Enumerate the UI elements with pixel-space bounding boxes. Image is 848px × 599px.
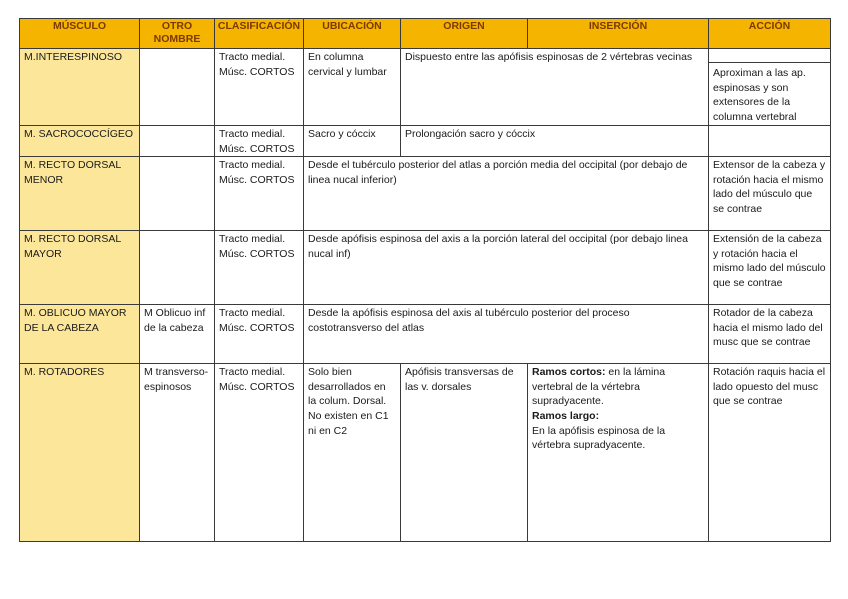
ubicacion-cell: Solo bien desarrollados en la colum. Dorsal. No existen en C1 ni en C2	[304, 364, 401, 542]
table-row	[20, 305, 831, 364]
origen-cell: Apófisis transversas de las v. dorsales	[401, 364, 528, 542]
musculo-cell: M. OBLICUO MAYOR DE LA CABEZA	[20, 305, 140, 364]
ramos-largo-label: Ramos largo:	[532, 409, 600, 422]
accion-cell: Extensor de la cabeza y rotación hacia el mismo lado del músculo que se contrae	[709, 157, 831, 231]
table-row	[20, 49, 831, 126]
descripcion-cell: Desde apófisis espinosa del axis a la porción lateral del occipital (por debajo linea nucal inf)	[304, 231, 709, 305]
accion-text: Aproximan a las ap. espinosas y son extensores de la columna vertebral	[709, 62, 830, 124]
muscle-table	[19, 18, 831, 542]
musculo-cell: M.INTERESPINOSO	[20, 49, 140, 126]
otro-nombre-cell	[140, 126, 215, 157]
musculo-cell: M. RECTO DORSAL MAYOR	[20, 231, 140, 305]
table-row	[20, 231, 831, 305]
header-insercion: INSERCIÓN	[528, 19, 709, 49]
ubicacion-cell: En columna cervical y lumbar	[304, 49, 401, 126]
insercion-cell	[528, 364, 709, 542]
origen-insercion-cell: Prolongación sacro y cóccix	[401, 126, 709, 157]
clasificacion-cell: Tracto medial. Músc. CORTOS	[215, 364, 304, 542]
accion-cell: Rotación raquis hacia el lado opuesto del musc que se contrae	[709, 364, 831, 542]
otro-nombre-cell: M Oblicuo inf de la cabeza	[140, 305, 215, 364]
ubicacion-cell: Sacro y cóccix	[304, 126, 401, 157]
clasificacion-cell: Tracto medial. Músc. CORTOS	[215, 49, 304, 126]
table-row	[20, 157, 831, 231]
clasificacion-cell: Tracto medial. Músc. CORTOS	[215, 126, 304, 157]
ramos-largo-text: En la apófisis espinosa de la vértebra supradyacente.	[532, 424, 666, 452]
header-clasificacion: CLASIFICACIÓN	[215, 19, 304, 49]
header-ubicacion: UBICACIÓN	[304, 19, 401, 49]
origen-insercion-cell: Dispuesto entre las apófisis espinosas de 2 vértebras vecinas	[401, 49, 709, 126]
header-musculo: MÚSCULO	[20, 19, 140, 49]
musculo-cell: M. RECTO DORSAL MENOR	[20, 157, 140, 231]
header-row	[20, 19, 831, 49]
accion-cell	[709, 126, 831, 157]
clasificacion-cell: Tracto medial. Músc. CORTOS	[215, 305, 304, 364]
otro-nombre-cell	[140, 157, 215, 231]
ramos-cortos-label: Ramos cortos:	[532, 366, 606, 379]
musculo-cell: M. SACROCOCCÍGEO	[20, 126, 140, 157]
accion-cell: Rotador de la cabeza hacia el mismo lado del musc que se contrae	[709, 305, 831, 364]
table-row	[20, 364, 831, 542]
musculo-cell: M. ROTADORES	[20, 364, 140, 542]
header-otro-nombre: OTRO NOMBRE	[140, 19, 215, 49]
otro-nombre-cell	[140, 231, 215, 305]
ramos-cortos-text: en la lámina vertebral de la vértebra supradyacente.	[532, 366, 666, 408]
otro-nombre-cell	[140, 49, 215, 126]
accion-cell	[709, 49, 831, 126]
clasificacion-cell: Tracto medial. Músc. CORTOS	[215, 231, 304, 305]
otro-nombre-cell: M transverso-espinosos	[140, 364, 215, 542]
header-origen: ORIGEN	[401, 19, 528, 49]
clasificacion-cell: Tracto medial. Músc. CORTOS	[215, 157, 304, 231]
table-row	[20, 126, 831, 157]
accion-cell: Extensión de la cabeza y rotación hacia el mismo lado del músculo que se contrae	[709, 231, 831, 305]
header-accion: ACCIÓN	[709, 19, 831, 49]
descripcion-cell: Desde el tubérculo posterior del atlas a porción media del occipital (por debajo de linea nucal inferior)	[304, 157, 709, 231]
descripcion-cell: Desde la apófisis espinosa del axis al tubérculo posterior del proceso costotransverso del atlas	[304, 305, 709, 364]
